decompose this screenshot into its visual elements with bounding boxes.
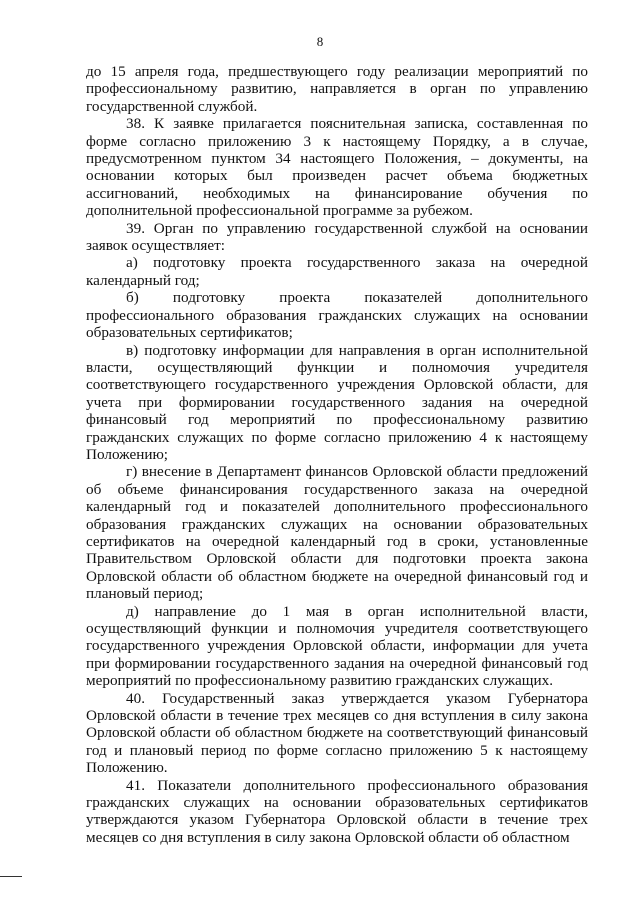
paragraph-39-v: в) подготовку информации для направления в орган исполнительной власти, осуществляющий функции и полномочия учредителя соответствующего государственного учреждения Орловской области, для учета при формировании государственного задания на очередной финансовый год мероприятий по профессиональному развитию гражданских служащих по форме согласно приложению 4 к настоящему Положению; bbox=[86, 341, 588, 463]
paragraph-continuation: до 15 апреля года, предшествующего году реализации мероприятий по профессиональному развитию, направляется в орган по управлению государственной службой. bbox=[86, 63, 588, 115]
paragraph-41: 41. Показатели дополнительного профессионального образования гражданских служащих на основании образовательных сертификатов утверждаются указом Губернатора Орловской области в течение трех месяцев со дня вступления в силу закона Орловской области об областном bbox=[86, 776, 588, 846]
paragraph-40: 40. Государственный заказ утверждается указом Губернатора Орловской области в течение трех месяцев со дня вступления в силу закона Орловской области об областном бюджете на соответствующий финансовый год и плановый период по форме согласно приложению 5 к настоящему Положению. bbox=[86, 689, 588, 777]
paragraph-39-d: д) направление до 1 мая в орган исполнительной власти, осуществляющий функции и полномочия учредителя соответствующего государственного учреждения Орловской области, информации для учета при формировании государственного задания на очередной финансовый год мероприятий по профессиональному развитию гражданских служащих. bbox=[86, 602, 588, 690]
document-body bbox=[86, 63, 588, 846]
paragraph-39: 39. Орган по управлению государственной службой на основании заявок осуществляет: bbox=[86, 219, 588, 255]
paragraph-39-g: г) внесение в Департамент финансов Орловской области предложений об объеме финансирования государственного заказа на очередной календарный год и показателей дополнительного профессионального образования гражданских служащих на основании образовательных сертификатов на очередной календарный год в сроки, установленные Правительством Орловской области для подготовки проекта закона Орловской области об областном бюджете на очередной финансовый год и плановый период; bbox=[86, 463, 588, 603]
page-number: 8 bbox=[316, 34, 324, 49]
paragraph-39-a: а) подготовку проекта государственного заказа на очередной календарный год; bbox=[86, 254, 588, 289]
paragraph-38: 38. К заявке прилагается пояснительная записка, составленная по форме согласно приложению 3 к настоящему Порядку, а в случае, предусмотренном пунктом 34 настоящего Положения, – документы, на основании которых был произведен расчет объема бюджетных ассигнований, необходимых на финансирование обучения по дополнительной профессиональной программе за рубежом. bbox=[86, 115, 588, 220]
paragraph-39-b: б) подготовку проекта показателей дополнительного профессионального образования гражданских служащих на основании образовательных сертификатов; bbox=[86, 289, 588, 342]
margin-mark bbox=[0, 876, 22, 877]
